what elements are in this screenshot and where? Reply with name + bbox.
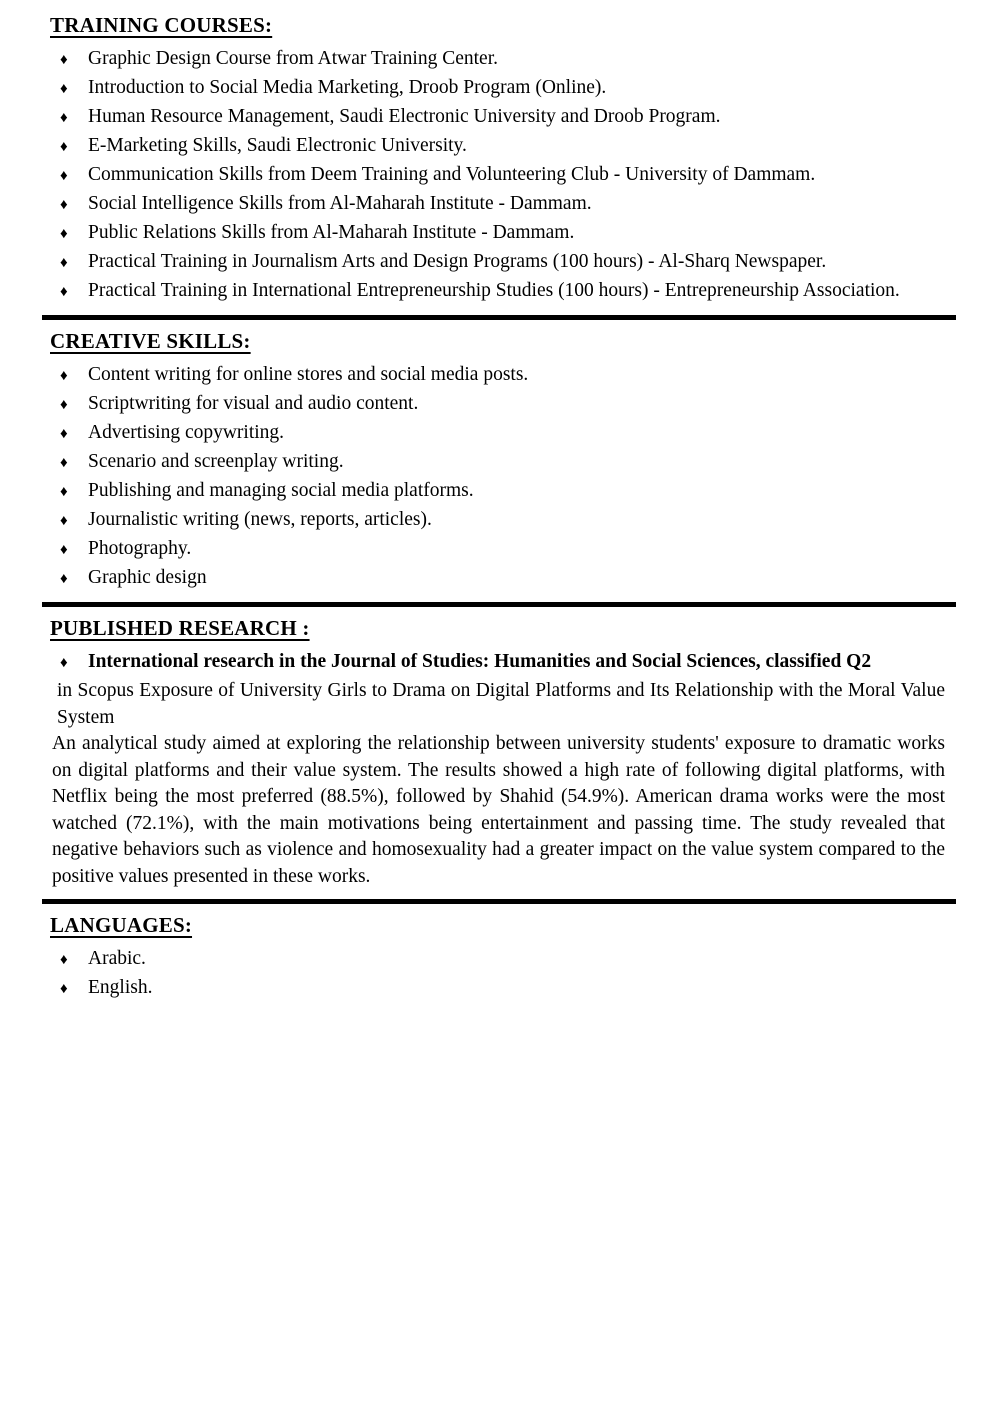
list-item-text: Practical Training in Journalism Arts and Design Programs (100 hours) - Al-Sharq Newspaper. [88,251,827,272]
diamond-bullet-icon: ♦ [60,255,68,271]
diamond-bullet-icon: ♦ [60,571,68,587]
list-item [60,74,960,103]
list-item [60,248,960,277]
list-item-text: Human Resource Management, Saudi Electronic University and Droob Program. [88,106,721,127]
section-creative-skills [0,328,1000,593]
section-divider [42,899,956,904]
research-abstract: An analytical study aimed at exploring the relationship between university students' exposure to dramatic works on digital platforms and their value system. The results showed a high rate of following digital platforms, with Netflix being the most preferred (88.5%), followed by Shahid (54.9%). American drama works were the most watched (72.1%), with the main motivations being entertainment and passing time. The study revealed that negative behaviors such as violence and homosexuality had a greater impact on the value system compared to the positive values presented in these works. [52,733,945,887]
diamond-bullet-icon: ♦ [60,81,68,97]
list-item-text: E-Marketing Skills, Saudi Electronic University. [88,135,467,156]
list-item-text: Scenario and screenplay writing. [88,451,344,472]
list-item [60,419,960,448]
diamond-bullet-icon: ♦ [60,981,68,997]
list-item-text: Arabic. [88,948,146,969]
list-item [60,506,960,535]
list-item-text: Graphic design [88,567,207,588]
list-item [60,448,960,477]
section-training-courses [0,12,1000,306]
list-item [60,564,960,593]
list-item-text: Public Relations Skills from Al-Maharah Institute - Dammam. [88,222,575,243]
list-item [60,161,960,190]
list-item-text: Scriptwriting for visual and audio content. [88,393,419,414]
training-courses-list [0,45,1000,306]
languages-list [0,945,1000,1003]
diamond-bullet-icon: ♦ [60,226,68,242]
list-item-text: Journalistic writing (news, reports, articles). [88,509,432,530]
section-published-research [0,615,1000,890]
list-item [60,361,960,390]
diamond-bullet-icon: ♦ [60,655,68,671]
list-item [60,277,960,306]
list-item [60,974,960,1003]
list-item [60,103,960,132]
list-item-text: Graphic Design Course from Atwar Training Center. [88,48,498,69]
list-item-text: Content writing for online stores and social media posts. [88,364,529,385]
list-item-text: English. [88,977,153,998]
diamond-bullet-icon: ♦ [60,542,68,558]
diamond-bullet-icon: ♦ [60,368,68,384]
creative-skills-list [0,361,1000,593]
diamond-bullet-icon: ♦ [60,197,68,213]
research-subtitle: in Scopus Exposure of University Girls to Drama on Digital Platforms and Its Relationship with the Moral Value System [57,680,945,728]
section-divider [42,315,956,320]
list-item [60,219,960,248]
diamond-bullet-icon: ♦ [60,397,68,413]
list-item-text: Advertising copywriting. [88,422,285,443]
diamond-bullet-icon: ♦ [60,110,68,126]
creative-skills-heading: CREATIVE SKILLS: [50,329,251,353]
training-courses-heading: TRAINING COURSES: [50,13,273,37]
diamond-bullet-icon: ♦ [60,52,68,68]
diamond-bullet-icon: ♦ [60,513,68,529]
diamond-bullet-icon: ♦ [60,426,68,442]
diamond-bullet-icon: ♦ [60,455,68,471]
list-item [60,390,960,419]
list-item-text: Practical Training in International Entrepreneurship Studies (100 hours) - Entrepreneurship Association. [88,280,900,301]
list-item [60,190,960,219]
languages-heading: LANGUAGES: [50,913,193,937]
list-item [60,132,960,161]
published-research-heading: PUBLISHED RESEARCH : [50,616,310,640]
diamond-bullet-icon: ♦ [60,139,68,155]
list-item [60,535,960,564]
list-item [60,45,960,74]
list-item-text: Social Intelligence Skills from Al-Maharah Institute - Dammam. [88,193,592,214]
list-item [60,477,960,506]
research-title-bold-text: International research in the Journal of Studies: Humanities and Social Sciences, classified Q2 [88,651,872,672]
list-item-text: Communication Skills from Deem Training and Volunteering Club - University of Dammam. [88,164,816,185]
diamond-bullet-icon: ♦ [60,952,68,968]
diamond-bullet-icon: ♦ [60,284,68,300]
diamond-bullet-icon: ♦ [60,484,68,500]
section-divider [42,602,956,607]
list-item-text: Photography. [88,538,192,559]
list-item-text: Introduction to Social Media Marketing, Droob Program (Online). [88,77,607,98]
list-item [60,945,960,974]
list-item-text: Publishing and managing social media platforms. [88,480,474,501]
section-languages [0,912,1000,1003]
research-title-item [60,648,960,677]
diamond-bullet-icon: ♦ [60,168,68,184]
